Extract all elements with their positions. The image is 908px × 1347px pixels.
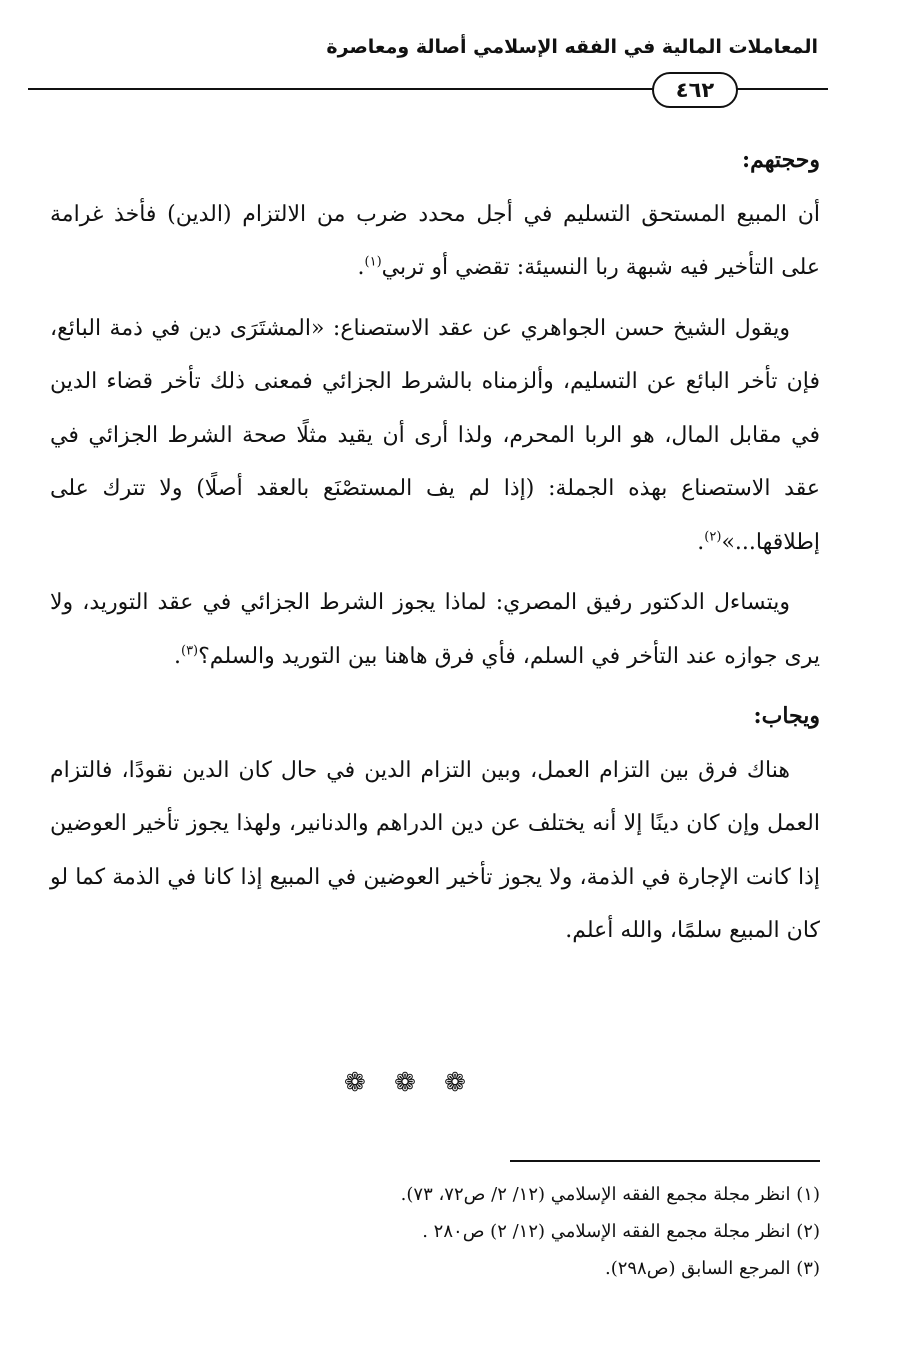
footnote-ref-3[interactable]: (٣) (180, 643, 199, 659)
footnote-3: (٣) المرجع السابق (ص٢٩٨). (604, 1258, 820, 1279)
footnote-1: (١) انظر مجلة مجمع الفقه الإسلامي (١٢/ ٢/ ص٧٢، ٧٣). (400, 1184, 820, 1205)
heading-evidence: وحجتهم: (742, 147, 820, 173)
paragraph-2-end: . (697, 529, 705, 555)
section-separator: ❁ ❁ ❁ (344, 1068, 476, 1098)
book-title: المعاملات المالية في الفقه الإسلامي أصالة ومعاصرة (326, 36, 818, 58)
page-number: ٤٦٢ (652, 72, 738, 108)
paragraph-4: هناك فرق بين التزام العمل، وبين التزام الدين في حال كان الدين نقودًا، فالتزام العمل وإن كان دينًا إلا أنه يختلف عن دين الدراهم والدنانير، ولهذا يجوز تأخير العوضين إذا كانت الإجارة في الذمة، ولا يجوز تأخير العوضين في المبيع إذا كانا في الذمة كما لو كان المبيع سلمًا، والله أعلم. (50, 757, 820, 943)
footnote-rule (510, 1160, 820, 1162)
footnote-ref-1[interactable]: (١) (364, 254, 382, 270)
running-header (30, 36, 818, 70)
footnote-ref-2[interactable]: (٢) (704, 529, 722, 545)
paragraph-2-text: ويقول الشيخ حسن الجواهري عن عقد الاستصناع: «المشتَرَى دين في ذمة البائع، فإن تأخر البائع عن التسليم، وألزمناه بالشرط الجزائي فمعنى ذلك تأخر قضاء الدين في مقابل المال، هو الربا المحرم، ولذا أرى أن يقيد مثلًا صحة الشرط الجزائي في عقد الاستصناع بهذه الجملة: (إذا لم يف المستصْنَع بالعقد أصلًا) ولا تترك على إطلاقها...» (50, 315, 820, 555)
paragraph-1-text: أن المبيع المستحق التسليم في أجل محدد ضرب من الالتزام (الدين) فأخذ غرامة على التأخير فيه شبهة ربا النسيئة: تقضي أو تربي (50, 201, 820, 280)
paragraph-2 (50, 302, 820, 570)
footnote-2: (٢) انظر مجلة مجمع الفقه الإسلامي (١٢/ ٢) ص٢٨٠ . (422, 1221, 820, 1242)
paragraph-3-text: ويتساءل الدكتور رفيق المصري: لماذا يجوز الشرط الجزائي في عقد التوريد، ولا يرى جوازه عند التأخر في السلم، فأي فرق هاهنا بين التوريد والسلم؟ (50, 590, 820, 669)
main-text (50, 134, 820, 965)
heading-answer: ويجاب: (753, 703, 820, 729)
paragraph-3-end: . (173, 643, 181, 669)
paragraph-1-end: . (357, 255, 365, 280)
paragraph-1 (50, 188, 820, 295)
footnotes (220, 1176, 820, 1287)
paragraph-3 (50, 576, 820, 683)
